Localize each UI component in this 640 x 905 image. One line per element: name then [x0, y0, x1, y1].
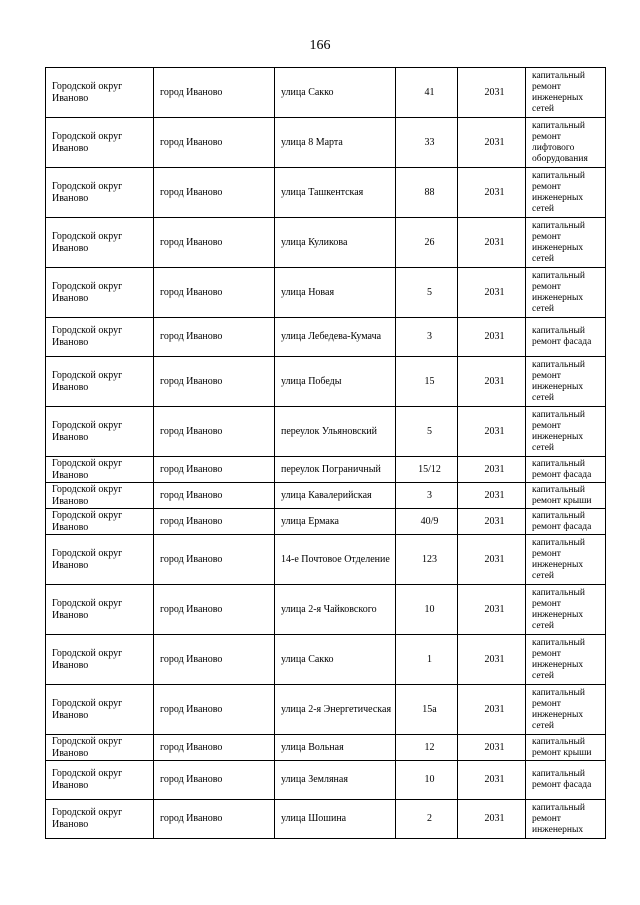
cell-gorod: город Иваново: [154, 457, 275, 483]
cell-vid: капитальный ремонт инженерных сетей: [526, 168, 606, 218]
cell-okrug: Городской округ Иваново: [46, 509, 154, 535]
cell-dom: 1: [396, 635, 458, 685]
cell-god: 2031: [458, 800, 526, 839]
table-row: [46, 407, 606, 457]
cell-vid: капитальный ремонт инженерных сетей: [526, 635, 606, 685]
cell-dom: 15а: [396, 685, 458, 735]
table-row: [46, 735, 606, 761]
cell-dom: 33: [396, 118, 458, 168]
cell-gorod: город Иваново: [154, 761, 275, 800]
cell-gorod: город Иваново: [154, 535, 275, 585]
cell-gorod: город Иваново: [154, 483, 275, 509]
cell-gorod: город Иваново: [154, 268, 275, 318]
cell-dom: 26: [396, 218, 458, 268]
table-row: [46, 509, 606, 535]
cell-gorod: город Иваново: [154, 407, 275, 457]
table-row: [46, 635, 606, 685]
cell-okrug: Городской округ Иваново: [46, 268, 154, 318]
cell-ulica: улица Куликова: [275, 218, 396, 268]
cell-dom: 15: [396, 357, 458, 407]
cell-god: 2031: [458, 218, 526, 268]
cell-gorod: город Иваново: [154, 118, 275, 168]
cell-okrug: Городской округ Иваново: [46, 357, 154, 407]
cell-okrug: Городской округ Иваново: [46, 735, 154, 761]
cell-ulica: улица Вольная: [275, 735, 396, 761]
cell-god: 2031: [458, 68, 526, 118]
cell-vid: капитальный ремонт крыши: [526, 483, 606, 509]
cell-vid: капитальный ремонт инженерных сетей: [526, 68, 606, 118]
cell-ulica: улица 8 Марта: [275, 118, 396, 168]
table-row: [46, 685, 606, 735]
cell-vid: капитальный ремонт лифтового оборудования: [526, 118, 606, 168]
cell-dom: 123: [396, 535, 458, 585]
cell-vid: капитальный ремонт инженерных сетей: [526, 218, 606, 268]
cell-god: 2031: [458, 118, 526, 168]
table-row: [46, 268, 606, 318]
cell-dom: 10: [396, 585, 458, 635]
table-row: [46, 118, 606, 168]
cell-ulica: улица Шошина: [275, 800, 396, 839]
cell-dom: 12: [396, 735, 458, 761]
cell-god: 2031: [458, 685, 526, 735]
cell-ulica: улица Лебедева-Кумача: [275, 318, 396, 357]
cell-okrug: Городской округ Иваново: [46, 407, 154, 457]
cell-ulica: переулок Пограничный: [275, 457, 396, 483]
cell-ulica: улица 2-я Энергетическая: [275, 685, 396, 735]
cell-vid: капитальный ремонт инженерных сетей: [526, 268, 606, 318]
cell-gorod: город Иваново: [154, 68, 275, 118]
cell-okrug: Городской округ Иваново: [46, 535, 154, 585]
cell-ulica: улица Новая: [275, 268, 396, 318]
cell-god: 2031: [458, 509, 526, 535]
cell-vid: капитальный ремонт фасада: [526, 457, 606, 483]
table-row: [46, 457, 606, 483]
cell-ulica: улица Сакко: [275, 68, 396, 118]
cell-okrug: Городской округ Иваново: [46, 218, 154, 268]
cell-vid: капитальный ремонт фасада: [526, 509, 606, 535]
cell-ulica: улица Победы: [275, 357, 396, 407]
cell-vid: капитальный ремонт инженерных сетей: [526, 357, 606, 407]
cell-okrug: Городской округ Иваново: [46, 483, 154, 509]
cell-vid: капитальный ремонт фасада: [526, 318, 606, 357]
cell-vid: капитальный ремонт инженерных сетей: [526, 585, 606, 635]
cell-gorod: город Иваново: [154, 509, 275, 535]
cell-ulica: улица Ташкентская: [275, 168, 396, 218]
cell-okrug: Городской округ Иваново: [46, 318, 154, 357]
cell-dom: 5: [396, 268, 458, 318]
cell-god: 2031: [458, 357, 526, 407]
cell-ulica: улица Ермака: [275, 509, 396, 535]
cell-gorod: город Иваново: [154, 318, 275, 357]
cell-okrug: Городской округ Иваново: [46, 635, 154, 685]
cell-gorod: город Иваново: [154, 357, 275, 407]
cell-dom: 88: [396, 168, 458, 218]
cell-gorod: город Иваново: [154, 735, 275, 761]
table-row: [46, 168, 606, 218]
cell-dom: 3: [396, 483, 458, 509]
cell-god: 2031: [458, 635, 526, 685]
cell-ulica: улица Кавалерийская: [275, 483, 396, 509]
cell-gorod: город Иваново: [154, 635, 275, 685]
cell-ulica: улица Сакко: [275, 635, 396, 685]
cell-ulica: 14-е Почтовое Отделение: [275, 535, 396, 585]
cell-dom: 40/9: [396, 509, 458, 535]
cell-vid: капитальный ремонт инженерных сетей: [526, 685, 606, 735]
cell-dom: 2: [396, 800, 458, 839]
table-row: [46, 68, 606, 118]
cell-okrug: Городской округ Иваново: [46, 68, 154, 118]
cell-okrug: Городской округ Иваново: [46, 457, 154, 483]
cell-gorod: город Иваново: [154, 168, 275, 218]
cell-ulica: улица 2-я Чайковского: [275, 585, 396, 635]
table-row: [46, 761, 606, 800]
cell-dom: 5: [396, 407, 458, 457]
cell-god: 2031: [458, 735, 526, 761]
table-row: [46, 800, 606, 839]
cell-god: 2031: [458, 168, 526, 218]
cell-okrug: Городской округ Иваново: [46, 800, 154, 839]
cell-gorod: город Иваново: [154, 800, 275, 839]
cell-dom: 10: [396, 761, 458, 800]
cell-okrug: Городской округ Иваново: [46, 585, 154, 635]
cell-dom: 3: [396, 318, 458, 357]
cell-okrug: Городской округ Иваново: [46, 761, 154, 800]
registry-table-body: [46, 68, 606, 839]
cell-okrug: Городской округ Иваново: [46, 118, 154, 168]
cell-god: 2031: [458, 483, 526, 509]
cell-dom: 15/12: [396, 457, 458, 483]
table-row: [46, 483, 606, 509]
cell-vid: капитальный ремонт инженерных: [526, 800, 606, 839]
cell-okrug: Городской округ Иваново: [46, 168, 154, 218]
cell-god: 2031: [458, 535, 526, 585]
cell-god: 2031: [458, 268, 526, 318]
registry-table: [45, 67, 606, 839]
cell-dom: 41: [396, 68, 458, 118]
cell-gorod: город Иваново: [154, 685, 275, 735]
cell-vid: капитальный ремонт инженерных сетей: [526, 407, 606, 457]
cell-ulica: переулок Ульяновский: [275, 407, 396, 457]
cell-okrug: Городской округ Иваново: [46, 685, 154, 735]
cell-gorod: город Иваново: [154, 585, 275, 635]
page-number: 166: [309, 38, 331, 53]
cell-god: 2031: [458, 585, 526, 635]
table-row: [46, 535, 606, 585]
cell-vid: капитальный ремонт крыши: [526, 735, 606, 761]
table-row: [46, 318, 606, 357]
cell-god: 2031: [458, 761, 526, 800]
cell-gorod: город Иваново: [154, 218, 275, 268]
cell-vid: капитальный ремонт инженерных сетей: [526, 535, 606, 585]
cell-ulica: улица Земляная: [275, 761, 396, 800]
table-row: [46, 357, 606, 407]
cell-god: 2031: [458, 318, 526, 357]
table-row: [46, 585, 606, 635]
cell-vid: капитальный ремонт фасада: [526, 761, 606, 800]
table-row: [46, 218, 606, 268]
cell-god: 2031: [458, 407, 526, 457]
cell-god: 2031: [458, 457, 526, 483]
